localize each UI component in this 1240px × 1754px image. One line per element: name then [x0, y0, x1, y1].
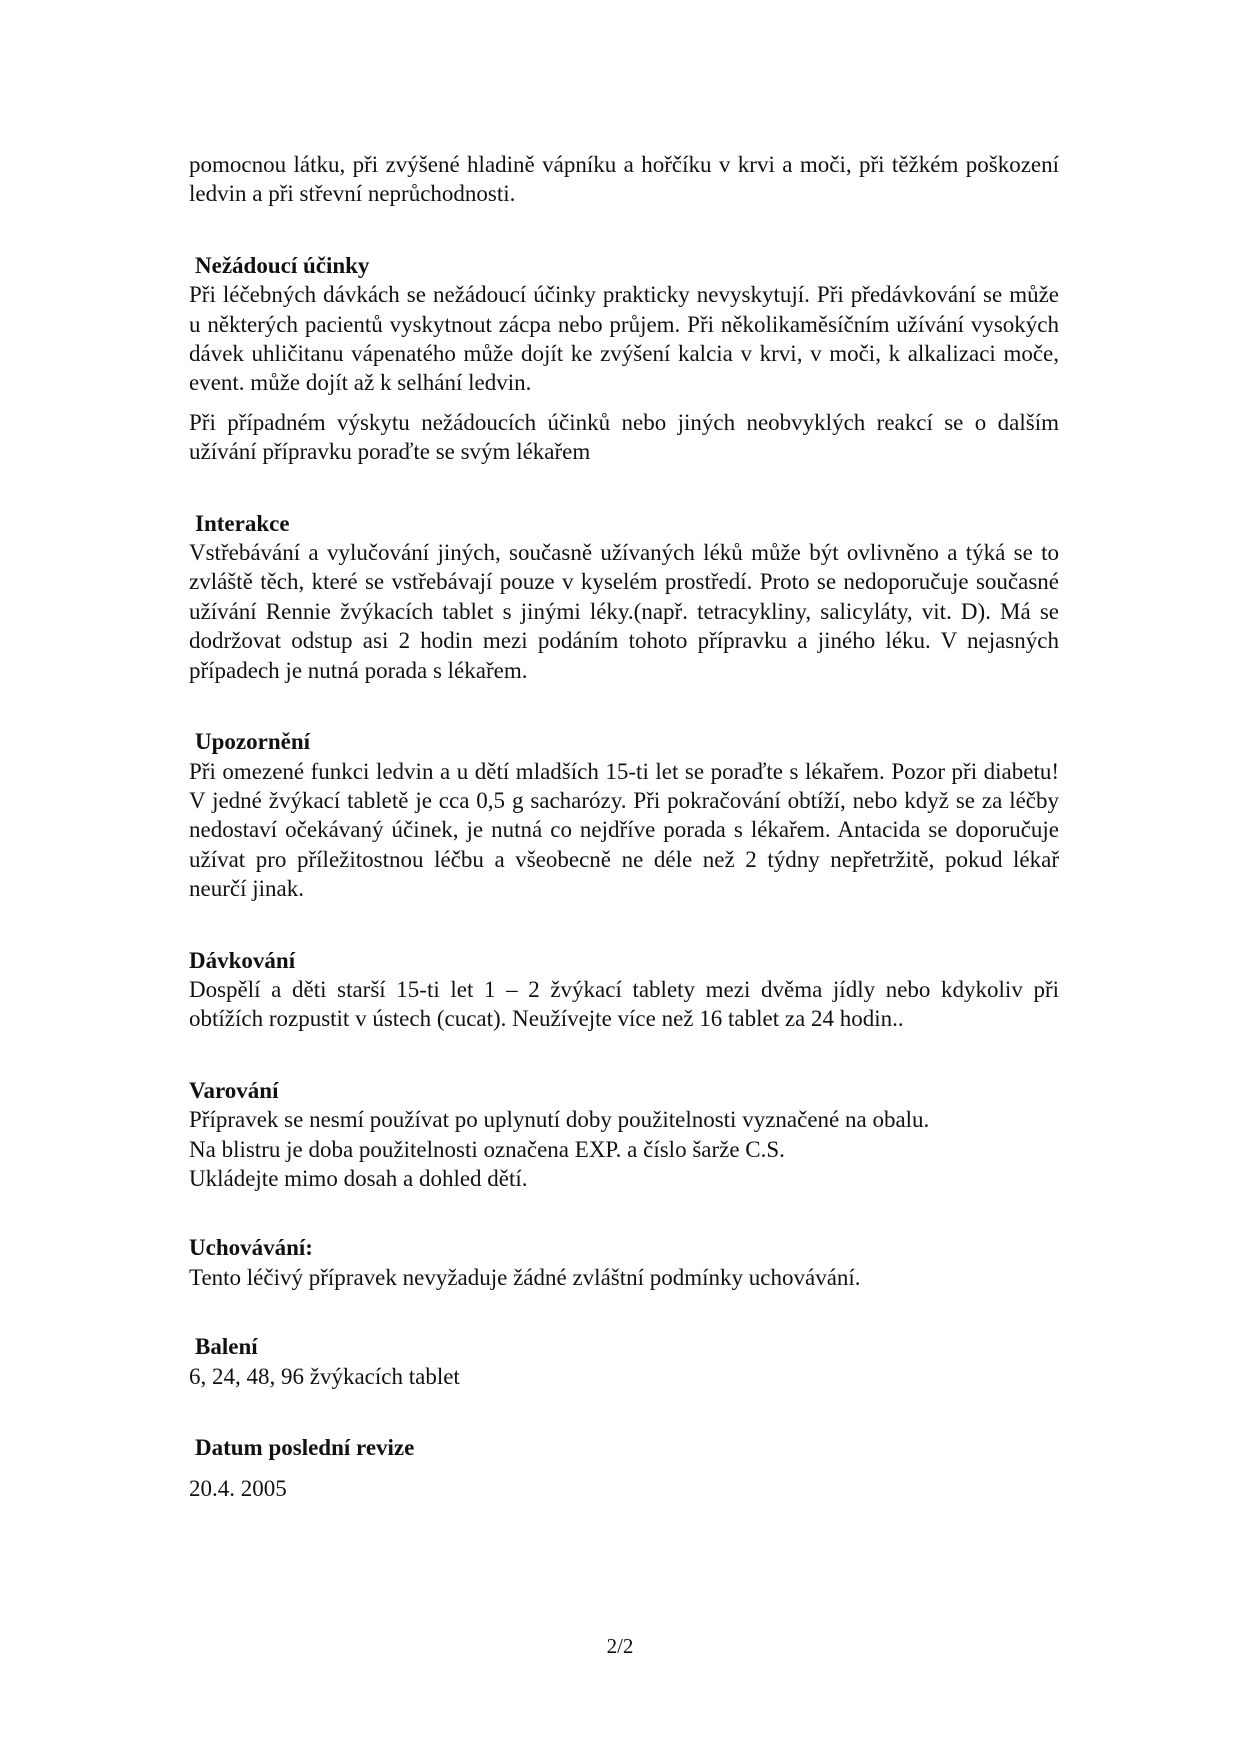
packaging-paragraph: 6, 24, 48, 96 žvýkacích tablet — [189, 1363, 460, 1389]
section-warnings-note — [189, 727, 1059, 903]
spacer — [189, 398, 1059, 408]
section-dosage — [189, 946, 1059, 1034]
section-caution — [189, 1076, 1059, 1194]
document-body — [189, 150, 1059, 1504]
section-heading-side-effects: Nežádoucí účinky — [195, 252, 370, 278]
intro-paragraph: pomocnou látku, při zvýšené hladině vápníku a hořčíku v krvi a moči, při těžkém poškození ledvin a při střevní neprůchodnosti. — [189, 152, 1059, 207]
caution-line-3: Ukládejte mimo dosah a dohled dětí. — [189, 1165, 528, 1191]
section-heading-dosage: Dávkování — [189, 947, 296, 973]
section-heading-storage: Uchovávání: — [189, 1235, 313, 1261]
section-interactions — [189, 509, 1059, 685]
caution-line-1: Přípravek se nesmí používat po uplynutí doby použitelnosti vyznačené na obalu. — [189, 1107, 930, 1133]
spacer — [189, 209, 1059, 251]
section-packaging — [189, 1332, 1059, 1391]
section-heading-revision: Datum poslední revize — [195, 1435, 415, 1460]
spacer — [189, 685, 1059, 727]
spacer — [189, 1292, 1059, 1332]
side-effects-paragraph-2: Při případném výskytu nežádoucích účinků nebo jiných neobvyklých reakcí se o dalším užívání přípravku poraďte se svým lékařem — [189, 409, 1059, 465]
spacer — [189, 1462, 1059, 1474]
section-storage — [189, 1233, 1059, 1292]
section-side-effects — [189, 251, 1059, 467]
spacer — [189, 1193, 1059, 1233]
page-number: 2/2 — [606, 1634, 634, 1658]
side-effects-paragraph-1: Při léčebných dávkách se nežádoucí účinky prakticky nevyskytují. Při předávkování se může u některých pacientů vyskytnout zácpa nebo průjem. Při několikaměsíčním užívání vysokých dávek uhličitanu vápenatého může dojít ke zvýšení kalcia v krvi, v moči, k alkalizaci moče, event. může dojít až k selhání ledvin. — [189, 282, 1059, 396]
spacer — [189, 904, 1059, 946]
revision-date: 20.4. 2005 — [189, 1476, 287, 1502]
storage-paragraph: Tento léčivý přípravek nevyžaduje žádné zvláštní podmínky uchovávání. — [189, 1264, 861, 1290]
section-heading-caution: Varování — [189, 1077, 279, 1103]
section-heading-packaging: Balení — [195, 1334, 258, 1360]
section-heading-warnings-note: Upozornění — [195, 729, 310, 755]
spacer — [189, 467, 1059, 509]
spacer — [189, 1391, 1059, 1433]
dosage-paragraph: Dospělí a děti starší 15-ti let 1 – 2 žvýkací tablety mezi dvěma jídly nebo kdykoliv při obtížích rozpustit v ústech (cucat). Neužívejte více než 16 tablet za 24 hodin.. — [189, 976, 1059, 1032]
warnings-note-paragraph: Při omezené funkci ledvin a u dětí mladších 15-ti let se poraďte s lékařem. Pozor při diabetu! V jedné žvýkací tabletě je cca 0,5 g sacharózy. Při pokračování obtíží, nebo když se za léčby nedostaví očekávaný účinek, je nutná co nejdříve porada s lékařem. Antacida se doporučuje užívat pro příležitostnou léčbu a všeobecně ne déle než 2 týdny nepřetržitě, pokud lékař neurčí jinak. — [189, 758, 1059, 902]
interactions-paragraph: Vstřebávání a vylučování jiných, současně užívaných léků může být ovlivněno a týká se to zvláště těch, které se vstřebávají pouze v kyselém prostředí. Proto se nedoporučuje současné užívání Rennie žvýkacích tablet s jinými léky.(např. tetracykliny, salicyláty, vit. D). Má se dodržovat odstup asi 2 hodin mezi podáním tohoto přípravku a jiného léku. V nejasných případech je nutná porada s lékařem. — [189, 540, 1059, 683]
section-heading-interactions: Interakce — [195, 510, 290, 536]
caution-line-2: Na blistru je doba použitelnosti označena EXP. a číslo šarže C.S. — [189, 1136, 785, 1162]
spacer — [189, 1034, 1059, 1076]
section-revision — [189, 1433, 1059, 1504]
